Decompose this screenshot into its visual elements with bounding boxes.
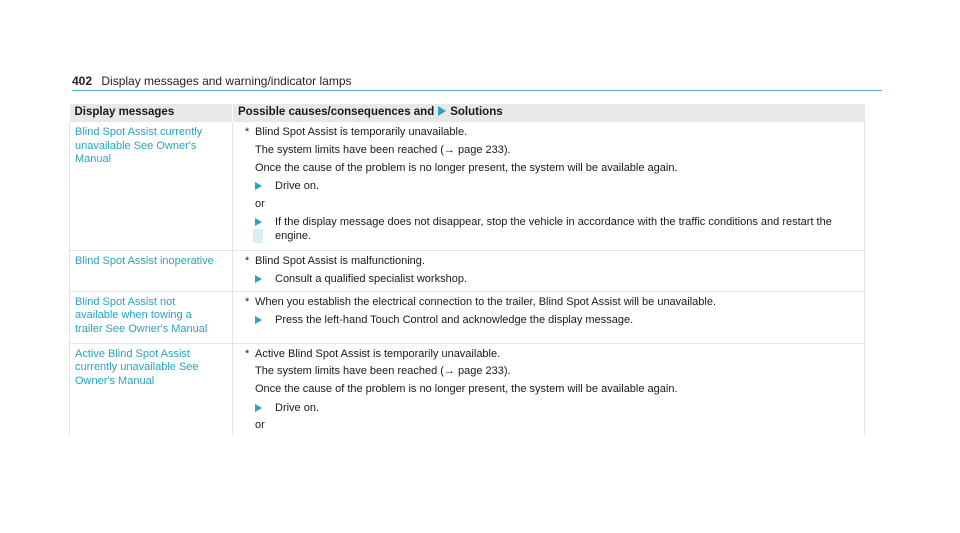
table-row [70, 122, 865, 250]
col-header-causes-solutions [233, 104, 865, 122]
message-cell [70, 122, 233, 250]
consequence-text: The system limits have been reached (→ page 233). [255, 143, 511, 156]
consequence-text: The system limits have been reached (→ page 233). [255, 365, 511, 377]
continuation-bar [253, 229, 263, 243]
message-cell [70, 291, 233, 343]
cause-text: Active Blind Spot Assist is temporarily unavailable. [255, 347, 501, 360]
asterisk-marker: * [245, 126, 250, 138]
action-step [253, 273, 859, 287]
display-message: Blind Spot Assist not available when towing a trailer See Owner's Manual [75, 295, 208, 335]
cause-solution-cell [233, 122, 865, 250]
arrow-right-icon [438, 106, 446, 116]
page-title: Display messages and warning/indicator lamps [101, 74, 352, 88]
asterisk-marker: * [245, 295, 250, 308]
display-message: Blind Spot Assist currently unavailable See Owner's Manual [75, 126, 203, 165]
cause-text: Blind Spot Assist is temporarily unavailable. [255, 126, 468, 138]
cause-text: When you establish the electrical connection to the trailer, Blind Spot Assist will be unavailable. [255, 295, 717, 308]
display-messages-table [69, 104, 865, 435]
cause-item [245, 348, 859, 362]
consequence-text: Once the cause of the problem is no longer present, the system will be available again. [255, 161, 678, 174]
action-text: Drive on. [275, 180, 320, 192]
message-cell [70, 250, 233, 291]
asterisk-marker: * [245, 347, 250, 360]
table-row [70, 291, 865, 343]
table-row [70, 250, 865, 291]
cause-solution-cell [233, 291, 865, 343]
consequence-text: Once the cause of the problem is no longer present, the system will be available again. [255, 383, 678, 395]
col-header-causes: Possible causes/consequences and [238, 106, 435, 119]
or-separator: or [255, 419, 265, 431]
col-header-solutions: Solutions [450, 106, 503, 119]
action-text: Consult a qualified specialist workshop. [275, 273, 467, 285]
or-separator: or [255, 197, 265, 210]
display-message: Active Blind Spot Assist currently unavailable See Owner's Manual [75, 347, 199, 387]
cause-item [245, 255, 859, 269]
cause-solution-cell [233, 343, 865, 435]
asterisk-marker: * [245, 254, 250, 267]
action-step [253, 314, 859, 328]
cause-item [245, 126, 859, 140]
cause-solution-cell [233, 250, 865, 291]
display-message: Blind Spot Assist inoperative [75, 254, 214, 267]
action-text: If the display message does not disappear, stop the vehicle in accordance with the traffic conditions and restart the engine. [275, 216, 832, 242]
cause-text: Blind Spot Assist is malfunctioning. [255, 254, 425, 267]
action-step [253, 402, 859, 416]
table-row [70, 343, 865, 435]
action-step [253, 180, 859, 194]
arrow-right-icon [255, 404, 262, 412]
col-header-display-messages: Display messages [70, 104, 233, 122]
page-header [72, 73, 882, 89]
cause-item [245, 296, 859, 310]
arrow-right-icon [255, 275, 262, 283]
arrow-right-icon [255, 316, 262, 324]
arrow-right-icon [255, 218, 262, 226]
page-number: 402 [72, 74, 93, 88]
message-cell [70, 343, 233, 435]
action-text: Press the left-hand Touch Control and acknowledge the display message. [275, 314, 634, 326]
action-text: Drive on. [275, 401, 320, 414]
action-step [253, 216, 859, 243]
arrow-right-icon [255, 182, 262, 190]
header-rule [72, 90, 882, 91]
table-header-row [70, 104, 865, 122]
